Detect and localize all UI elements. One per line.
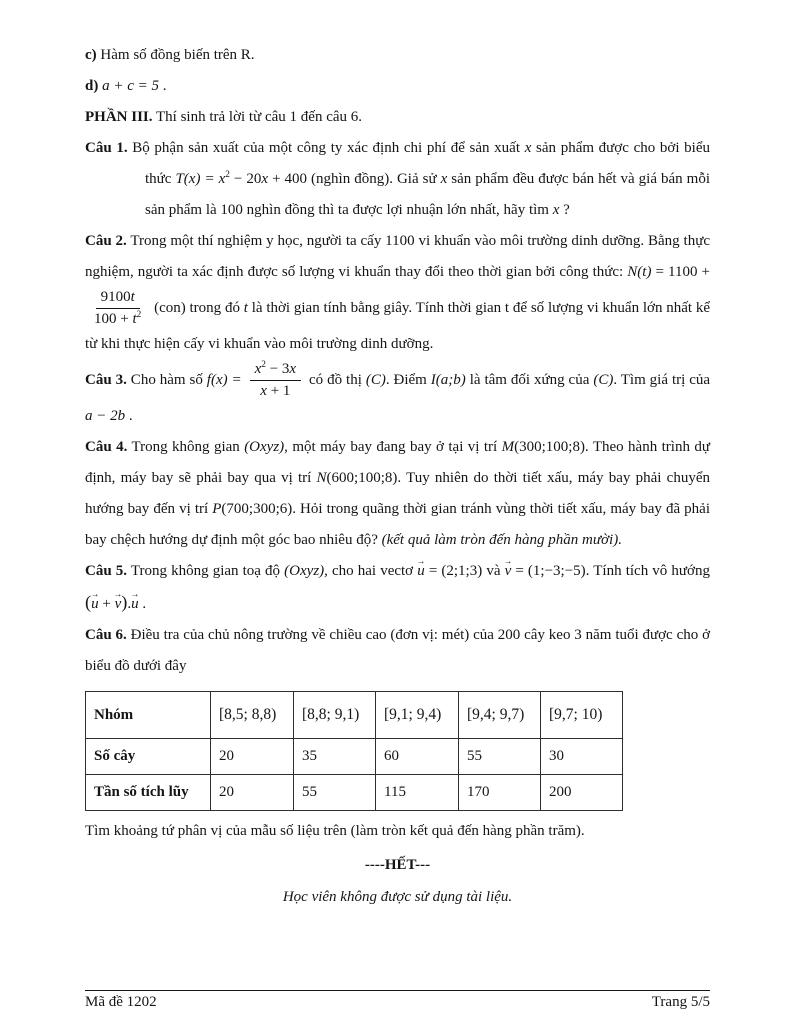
math-function-N: N(t) <box>627 264 652 280</box>
footer <box>85 990 710 1011</box>
math-function-f: f(x) = <box>206 371 246 388</box>
table-cell: 55 <box>294 775 376 811</box>
q3-text: . Tìm giá trị của <box>613 371 711 388</box>
math-var-t: t <box>243 299 248 316</box>
question-1 <box>85 133 710 226</box>
math-vector-v: → v <box>115 589 122 620</box>
fraction-denominator <box>89 309 146 329</box>
statement-c <box>85 40 710 71</box>
question-6-label: Câu 6. <box>85 627 127 643</box>
table-header-row <box>86 692 623 739</box>
question-4-label: Câu 4. <box>85 439 128 455</box>
math-var-x: x <box>260 383 267 399</box>
table-cell: 20 <box>211 775 294 811</box>
table-cell: 115 <box>376 775 459 811</box>
question-4 <box>85 432 710 556</box>
question-2-label: Câu 2. <box>85 233 127 249</box>
math-expression: − 3 <box>265 361 290 377</box>
question-5 <box>85 556 710 620</box>
table-row <box>86 775 623 811</box>
question-2 <box>85 226 710 360</box>
fraction-numerator <box>250 360 301 381</box>
math-tuple: = (1;−3;−5) <box>511 563 586 579</box>
q1-text: Bộ phận sản xuất của một công ty xác định chi phí để sản xuất <box>127 140 525 156</box>
q5-text: và <box>482 563 505 579</box>
table-header-interval: [8,8; 9,1) <box>294 692 376 739</box>
math-oxyz: (Oxyz) <box>284 563 325 579</box>
q6-text: Điều tra của chủ nông trường về chiều cao (đơn vị: mét) của 200 cây keo 3 năm tuổi được cho ở biểu đồ dưới đây <box>85 627 710 674</box>
math-dot-product: . <box>127 596 132 612</box>
q3-text: . Điểm <box>385 371 431 388</box>
fraction <box>89 288 146 329</box>
q1-text: sản phẩm được cho bởi biểu thức <box>145 140 710 187</box>
math-var-x: x <box>524 140 532 156</box>
table-header-nhom: Nhóm <box>86 692 211 739</box>
q3-text: . <box>125 408 133 424</box>
footer-page-number: Trang 5/5 <box>651 994 710 1010</box>
table-row <box>86 739 623 775</box>
math-var-x: x <box>261 171 269 187</box>
math-number: 100 + <box>94 311 133 327</box>
q4-text: , một máy bay đang bay ở tại vị trí <box>284 439 502 455</box>
q4-note-italic: (kết quả làm tròn đến hàng phần mười). <box>381 532 622 548</box>
question-1-label: Câu 1. <box>85 140 128 156</box>
table-cell: 30 <box>541 739 623 775</box>
part3-heading <box>85 102 710 133</box>
q5-text: . <box>138 596 147 612</box>
q5-text: , cho hai vectơ <box>324 563 418 579</box>
math-expression: T(x) = x <box>175 171 226 187</box>
q4-text: (300;100;8). Theo hành trình dự định, máy bay sẽ phải bay qua vị trí <box>85 439 710 486</box>
math-expression: − 20 <box>229 171 262 187</box>
math-expression: + 1 <box>266 383 291 399</box>
math-expression: + <box>98 596 115 612</box>
q1-text: sản phẩm đều được bán hết và giá bán mỗi sản phẩm là 100 nghìn đồng thì ta được lợi nhuận lớn nhất, hãy tìm <box>145 171 710 218</box>
math-curve-C: (C) <box>365 371 386 388</box>
math-vector-u: → u <box>91 589 99 620</box>
math-vector-u: → u <box>417 556 425 587</box>
footer-exam-code: Mã đề 1202 <box>85 994 157 1010</box>
table-cell: 55 <box>459 739 541 775</box>
question-5-label: Câu 5. <box>85 563 128 579</box>
table-row-label: Số cây <box>86 739 211 775</box>
frequency-table <box>85 691 623 811</box>
math-var-t: t <box>130 289 135 305</box>
q4-text: (600;100;8). Tuy nhiên do thời tiết xấu, máy bay phải chuyển hướng bay đến vị trí <box>85 470 710 517</box>
statement-d <box>85 71 710 102</box>
math-vector-v: → v <box>505 556 512 587</box>
statement-d-label: d) <box>85 78 99 94</box>
end-marker: ----HẾT--- <box>364 857 431 873</box>
math-var-x: x <box>289 361 297 377</box>
table-row-label: Tần số tích lũy <box>86 775 211 811</box>
q2-text: Trong một thí nghiệm y học, người ta cấy 1100 vi khuẩn vào môi trường dinh dưỡng. Bằng thực nghiệm, người ta xác định được số lượng vi khuẩn thay đổi theo thời gian bởi công thức: <box>85 233 710 280</box>
math-tuple: = (2;1;3) <box>424 563 483 579</box>
fraction-denominator <box>255 381 295 401</box>
math-vector-u: → u <box>131 589 139 620</box>
math-paren-open: ( <box>85 592 92 612</box>
exam-note: Học viên không được sử dụng tài liệu. <box>282 889 513 905</box>
statement-d-math: a + c = 5 <box>102 78 159 94</box>
math-oxyz: (Oxyz) <box>244 439 285 455</box>
part3-label: PHẦN III. <box>85 109 153 125</box>
q1-text: ? <box>559 202 570 218</box>
q6-prompt-text: Tìm khoảng tứ phân vị của mẫu số liệu trên (làm tròn kết quả đến hàng phần trăm). <box>85 823 585 839</box>
part3-text: Thí sinh trả lời từ câu 1 đến câu 6. <box>152 109 363 125</box>
q4-text: (700;300;6). Hỏi trong quãng thời gian tránh vùng thời tiết xấu, máy bay đã phải bay chệch hướng dự định một góc bao nhiêu độ? <box>85 501 711 548</box>
math-point-M: M <box>501 439 515 455</box>
table-header-interval: [9,7; 10) <box>541 692 623 739</box>
math-paren-close: ) <box>121 592 128 612</box>
table-header-interval: [9,4; 9,7) <box>459 692 541 739</box>
table-cell: 20 <box>211 739 294 775</box>
table-cell: 200 <box>541 775 623 811</box>
q5-text: . Tính tích vô hướng <box>585 563 710 579</box>
fraction-numerator <box>96 288 140 309</box>
q3-text: Cho hàm số <box>126 371 207 388</box>
q3-text: là tâm đối xứng của <box>465 371 594 388</box>
math-expression: = 1100 + <box>651 264 710 280</box>
statement-c-text: Hàm số đồng biến trên R. <box>96 47 255 63</box>
math-superscript: 2 <box>225 170 230 180</box>
math-number: 9100 <box>100 289 131 305</box>
table-cell: 170 <box>459 775 541 811</box>
table-header-interval: [9,1; 9,4) <box>376 692 459 739</box>
math-curve-C: (C) <box>593 371 614 388</box>
math-var-x: x <box>552 202 560 218</box>
statement-c-label: c) <box>85 47 97 63</box>
math-var-t: t <box>132 311 137 327</box>
math-superscript: 2 <box>261 360 266 370</box>
table-cell: 60 <box>376 739 459 775</box>
table-header-interval: [8,5; 8,8) <box>211 692 294 739</box>
q4-text: Trong không gian <box>127 439 245 455</box>
q2-text: là thời gian tính bằng giây. Tính thời gian t để số lượng vi khuẩn lớn nhất kể từ khi thực hiện cấy vi khuẩn vào môi trường dinh dưỡng. <box>85 299 710 352</box>
math-expression: a − 2b <box>85 408 126 424</box>
question-3-label: Câu 3. <box>85 371 127 388</box>
statement-d-tail: . <box>159 78 167 94</box>
math-point-I: I(a;b) <box>430 371 466 388</box>
question-6 <box>85 620 710 682</box>
question-3 <box>85 360 710 432</box>
math-expression: + 400 <box>268 171 312 187</box>
q2-text: (con) trong đó <box>150 299 244 316</box>
math-var-x: x <box>254 361 262 377</box>
math-point-N: N <box>316 470 327 486</box>
table-cell: 35 <box>294 739 376 775</box>
q5-text: Trong không gian toạ độ <box>127 563 285 579</box>
math-point-P: P <box>212 501 222 517</box>
math-var-x: x <box>440 171 448 187</box>
question-6-prompt <box>85 816 710 847</box>
q3-text: có đồ thị <box>305 371 366 388</box>
math-superscript: 2 <box>136 310 142 320</box>
q1-text: (nghìn đồng). Giả sử <box>311 171 441 187</box>
fraction <box>250 360 301 401</box>
